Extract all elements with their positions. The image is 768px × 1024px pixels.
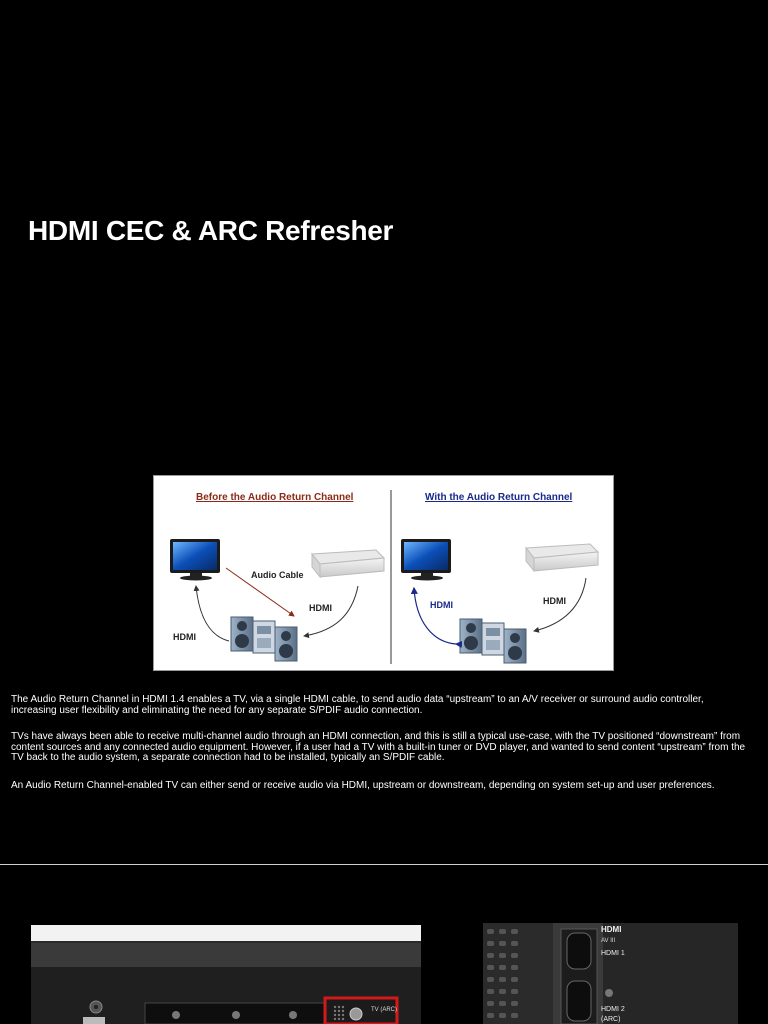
hdmi-player-label-before: HDMI — [309, 603, 332, 613]
svg-text:AV III: AV III — [601, 938, 616, 944]
audio-system-icon-after — [460, 619, 526, 663]
tv-hdmi-ports-photo — [483, 923, 738, 1024]
audio-system-icon-before — [231, 617, 297, 661]
paragraph-arc-intro: The Audio Return Channel in HDMI 1.4 enables a TV, via a single HDMI cable, to send audio data “upstream” to an A/V receiver or surround audio controller, increasing user flexibility and eliminating the need for any separate S/PDIF audio connection. — [11, 694, 704, 716]
slide-title: HDMI CEC & ARC Refresher — [28, 215, 394, 246]
tv-arc-port-label: TV (ARC) — [371, 1007, 397, 1013]
paragraph-arc-modes: An Audio Return Channel-enabled TV can either send or receive audio via HDMI, upstream or downstream, depending on system set-up and user preferences. — [11, 780, 715, 791]
tv-icon-after — [401, 539, 451, 581]
hdmi-arc-arrow-after — [414, 588, 456, 644]
hdmi-tv-label-after: HDMI — [430, 600, 453, 610]
svg-text:(ARC): (ARC) — [601, 1016, 621, 1023]
paragraph-tv-history: TVs have always been able to receive multi-channel audio through an HDMI connection, and this is still a typical use-case, with the TV positioned “downstream” from content sources and any connected audio equipment. However, if a user had a TV with a built-in tuner or DVD player, and wanted to send content “upstream” from the TV back to the audio system, a separate connection had to be installed, typically an S/PDIF cable. — [11, 731, 746, 763]
svg-text:HDMI: HDMI — [601, 925, 622, 934]
svg-text:HDMI 2: HDMI 2 — [601, 1006, 625, 1013]
hdmi-tv-arrow-before — [196, 586, 229, 641]
arc-diagram-graphics — [154, 476, 615, 672]
before-arc-title: Before the Audio Return Channel — [196, 492, 354, 503]
tv-icon-before — [170, 539, 220, 581]
section-divider — [0, 864, 768, 865]
arc-diagram — [153, 475, 614, 671]
svg-text:HDMI 1: HDMI 1 — [601, 950, 625, 957]
hdmi-tv-label-before: HDMI — [173, 632, 196, 642]
with-arc-title: With the Audio Return Channel — [425, 492, 573, 503]
dvd-player-icon-after — [526, 544, 598, 571]
dvd-player-icon-before — [312, 550, 384, 577]
hdmi-player-label-after: HDMI — [543, 596, 566, 606]
audio-cable-label: Audio Cable — [251, 570, 304, 580]
receiver-back-panel-photo — [31, 925, 421, 1024]
